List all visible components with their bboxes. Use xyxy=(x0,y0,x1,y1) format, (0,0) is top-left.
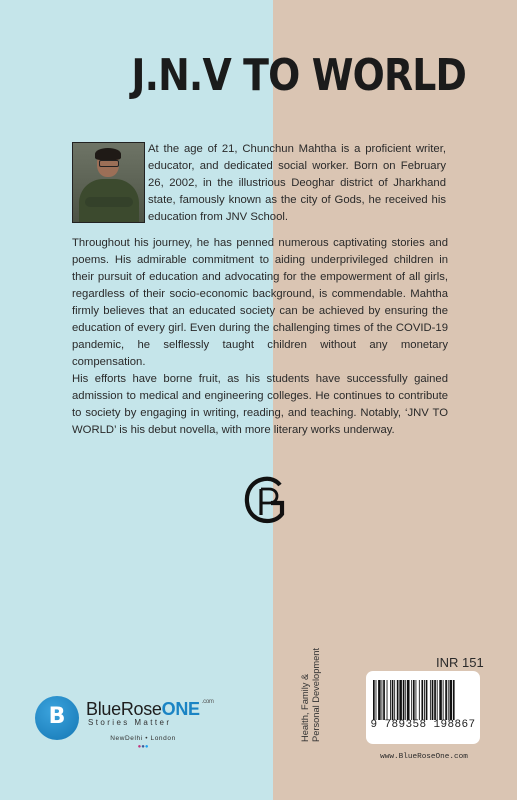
barcode-bar xyxy=(437,680,438,720)
barcode-bar xyxy=(443,680,444,720)
barcode-bar xyxy=(450,680,453,720)
barcode-bar xyxy=(432,680,434,720)
barcode-bar xyxy=(430,680,431,720)
barcode-bar xyxy=(421,680,423,720)
barcode-panel xyxy=(366,671,480,744)
author-photo xyxy=(72,142,145,223)
publisher-name-suffix: .com xyxy=(201,699,214,705)
author-bio-paragraph-3: His efforts have borne fruit, as his students have successfully gained admission to medical and engineering colleges. He continues to contribute to society by engaging in writing, reading, and teaching. Notably, ‘JNV TO WORLD’ is his debut novella, with more literary works underway. xyxy=(72,373,448,436)
barcode-bar xyxy=(397,680,399,720)
publisher-tagline: Stories Matter xyxy=(88,718,172,727)
social-icons: ●●● xyxy=(137,744,149,750)
book-title: J.N.V TO WORLD xyxy=(131,50,467,101)
barcode-bar xyxy=(392,680,394,720)
barcode-bar xyxy=(424,680,425,720)
barcode-bar xyxy=(376,680,377,720)
publisher-name-part2: ONE xyxy=(161,699,200,719)
publisher-website: www.BlueRoseOne.com xyxy=(380,753,468,761)
barcode-bar xyxy=(426,680,428,720)
bluerose-badge-icon xyxy=(35,696,79,740)
barcode-bar xyxy=(445,680,447,720)
barcode-bar xyxy=(383,680,385,720)
publisher-name-part1: BlueRose xyxy=(86,699,162,719)
barcode-bar xyxy=(378,680,381,720)
publisher-cities: NewDelhi • London xyxy=(110,735,176,742)
price-label: INR 151 xyxy=(436,655,484,670)
barcode-bar xyxy=(403,680,405,720)
barcode-bar xyxy=(407,680,410,720)
isbn-number: 9 789358 198867 xyxy=(370,719,476,731)
barcode-bar xyxy=(448,680,449,720)
publisher-name xyxy=(86,699,214,720)
barcode-bar xyxy=(394,680,395,720)
barcode-bar xyxy=(405,680,406,720)
badge-letter: B xyxy=(48,704,66,729)
barcode-bar xyxy=(373,680,375,720)
barcode-bar xyxy=(453,680,455,720)
barcode-bar xyxy=(382,680,383,720)
barcode-bar xyxy=(416,680,417,720)
barcode-bar xyxy=(434,680,436,720)
gp-monogram-logo xyxy=(242,475,292,525)
genre-label: Health, Family & Personal Development xyxy=(300,647,321,742)
barcode-bar xyxy=(439,680,442,720)
barcode-bar xyxy=(399,680,402,720)
barcode-bar xyxy=(387,680,388,720)
barcode-bar xyxy=(411,680,412,720)
barcode-bar xyxy=(413,680,415,720)
author-bio-paragraph-2: Throughout his journey, he has penned numerous captivating stories and poems. His admirable commitment to aiding underprivileged children in their pursuit of education and advocating for the empowerment of all girls, regardless of their socio-economic background, is commendable. Mahtha firmly believes that an educated society can be achieved by ensuring the education of every girl. Even during the challenging times of the COVID-19 pandemic, he selflessly taught children without any monetary compensation. xyxy=(72,237,448,368)
barcode-bar xyxy=(419,680,420,720)
barcode xyxy=(372,680,474,720)
barcode-bar xyxy=(390,680,391,720)
author-bio-paragraph-1: At the age of 21, Chunchun Mahtha is a proficient writer, educator, and dedicated social worker. Born on February 26, 2002, in the illustrious Deoghar district of Jharkhand state, famously known as the city of Gods, he received his education from JNV School. xyxy=(148,143,446,223)
